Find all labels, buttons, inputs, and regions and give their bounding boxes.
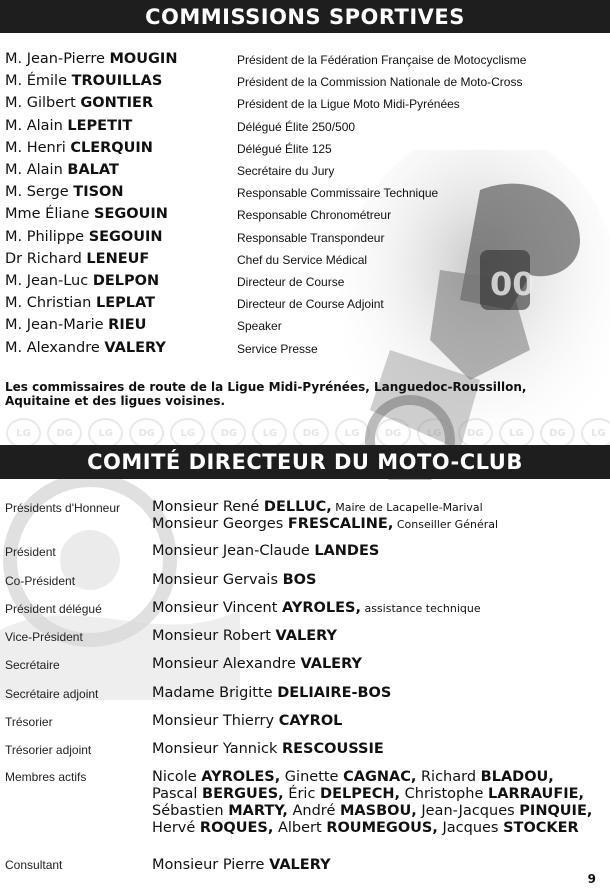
commission-role: Responsable Transpondeur [237,230,385,245]
logo-mark: LG [170,418,205,448]
name-prefix: Monsieur Jean-Claude [152,543,315,559]
name-prefix: Monsieur Thierry [152,713,279,729]
surname: TROUILLAS [71,73,163,90]
surname: LEPLAT [96,295,155,312]
name-prefix: M. Serge [5,184,74,201]
surname: MASBOU, [339,803,417,819]
name-prefix: André [287,803,340,819]
comite-role-label: Vice-Président [5,630,83,644]
comite-role-label: Secrétaire [5,658,60,672]
surname: CAGNAC, [343,769,417,785]
surname: BLADOU, [480,769,554,785]
commission-name [5,140,153,156]
commission-name [5,273,159,289]
commission-row [0,273,610,295]
logo-mark: DG [540,418,575,448]
surname: LEPETIT [67,117,133,134]
commission-row [0,118,610,140]
surname: DELIAIRE-BOS [277,685,392,701]
surname: SEGOUIN [94,206,168,223]
name-prefix: M. Jean-Luc [5,273,93,289]
comite-member [152,628,337,645]
logo-mark: DG [211,418,246,448]
name-prefix: M. Jean-Pierre [5,51,110,67]
comite-member [152,499,498,533]
surname: BALAT [67,162,119,178]
name-prefix: Sébastien [152,803,229,819]
member-note: Maire de Lacapelle-Marival [331,501,483,514]
name-prefix: M. Christian [5,295,96,312]
name-prefix: M. Alain [5,162,68,178]
name-prefix: Jean-Jacques [416,803,520,819]
commission-row [0,251,610,273]
surname: AYROLES, [282,600,361,616]
commission-role: Responsable Commissaire Technique [237,186,439,201]
commission-row [0,73,610,95]
surname: SEGOUIN [88,228,163,245]
surname: AYROLES, [201,769,281,785]
commission-role: Service Presse [237,341,318,356]
name-prefix: Monsieur Pierre [152,857,270,873]
name-prefix: M. Philippe [5,228,89,245]
logo-mark: LG [6,418,41,448]
commission-role: Secrétaire du Jury [237,164,335,178]
surname: VALERY [300,656,362,672]
commission-row [0,184,610,206]
commissions-title: COMMISSIONS SPORTIVES [145,4,465,29]
name-prefix: Monsieur René [152,499,264,515]
name-prefix: Hervé [152,820,200,836]
commission-row [0,229,610,251]
commissions-banner [0,0,610,33]
logo-mark: LG [417,418,452,448]
surname: VALERY [275,628,337,644]
member-line [152,769,592,786]
commission-role: Président de la Fédération Française de Motocyclisme [237,53,527,67]
commission-role: Responsable Chronométreur [237,208,392,223]
name-prefix: Monsieur Alexandre [152,656,301,672]
commission-role: Délégué Élite 125 [237,141,332,156]
name-prefix: Monsieur Gervais [152,572,283,588]
logo-mark: LG [335,418,370,448]
commission-name [5,206,168,222]
page-number: 9 [587,872,596,886]
commission-row [0,317,610,339]
member-line [152,786,592,803]
surname: DELPECH, [320,786,401,802]
commission-row [0,51,610,73]
member-line [152,820,592,837]
surname: CLERQUIN [70,139,153,156]
surname: RIEU [108,317,147,334]
commission-role: Chef du Service Médical [237,252,368,267]
name-prefix: M. Émile [5,73,72,90]
commission-name [5,51,177,67]
comite-member [152,600,481,617]
comite-role-label: Présidents d'Honneur [5,501,121,515]
member-line [152,600,481,617]
commission-name [5,73,162,89]
surname: MOUGIN [109,51,178,67]
comite-member [152,741,384,758]
surname: LANDES [314,543,380,559]
commission-row [0,95,610,117]
commission-role: Président de la Ligue Moto Midi-Pyrénées [237,97,460,112]
member-line [152,685,391,702]
name-prefix: Jacques [437,820,504,836]
name-prefix: Albert [273,820,327,836]
comite-member [152,656,362,673]
comite-role-label: Trésorier [5,715,53,729]
name-prefix: M. Gilbert [5,95,81,112]
name-prefix: Monsieur Georges [152,516,288,532]
name-prefix: Christophe [400,786,488,802]
commission-name [5,184,124,200]
logo-mark: DG [376,418,411,448]
watermark-logos [0,418,610,446]
comite-member [152,685,391,702]
logo-mark: LG [499,418,534,448]
surname: CAYROL [278,713,343,729]
comite-role-label: Secrétaire adjoint [5,687,99,701]
commission-row [0,206,610,228]
commission-name [5,118,132,134]
surname: TISON [73,184,124,201]
commission-name [5,295,155,311]
svg-text:00: 00 [490,265,535,303]
logo-mark: LG [581,418,610,448]
member-line [152,543,379,560]
comite-role-label: Consultant [5,858,63,872]
commission-name [5,251,149,267]
comite-member [152,713,342,730]
logo-mark: DG [458,418,493,448]
name-prefix: Richard [416,769,481,785]
name-prefix: Madame Brigitte [152,685,278,701]
logo-mark: DG [47,418,82,448]
surname: GONTIER [80,95,154,112]
name-prefix: M. Alain [5,117,68,134]
comite-title: COMITÉ DIRECTEUR DU MOTO-CLUB [87,450,523,474]
commission-name [5,317,146,333]
commission-role: Speaker [237,319,282,334]
surname: STOCKER [503,820,579,836]
member-line [152,499,498,516]
surname: VALERY [269,857,331,873]
logo-mark: LG [88,418,123,448]
member-line [152,628,337,645]
logo-mark: DG [293,418,328,448]
surname: PINQUIE, [519,803,593,819]
logo-mark: DG [129,418,164,448]
surname: RESCOUSSIE [281,741,384,757]
commission-name [5,162,119,178]
surname: MARTY, [228,803,288,819]
commission-role: Président de la Commission Nationale de Moto-Cross [237,75,523,90]
comite-role-label: Président [5,545,56,559]
comite-role-label: Membres actifs [5,770,87,784]
member-line [152,572,316,589]
commission-role: Délégué Élite 250/500 [237,119,356,134]
comite-member [152,543,379,560]
surname: BERGUES, [202,786,284,802]
membres-actifs-list [152,769,592,837]
name-prefix: Nicole [152,769,202,785]
name-prefix: Pascal [152,786,203,802]
commission-name [5,229,163,245]
name-prefix: Mme Éliane [5,206,94,223]
member-line [152,656,362,673]
comite-member [152,572,316,589]
name-prefix: Monsieur Robert [152,628,276,644]
name-prefix: Monsieur Vincent [152,600,283,616]
name-prefix: M. Henri [5,139,71,156]
commission-role: Directeur de Course [237,275,345,289]
logo-mark: LG [252,418,287,448]
surname: DELLUC, [263,499,332,515]
commission-row [0,340,610,362]
surname: BOS [282,572,317,588]
name-prefix: M. Alexandre [5,339,105,356]
member-note: assistance technique [360,602,481,615]
surname: DELPON [92,273,160,289]
member-note: Conseiller Général [393,518,499,531]
comite-member [152,857,331,874]
surname: LARRAUFIE, [487,786,585,802]
surname: VALERY [104,339,166,356]
commission-row [0,140,610,162]
name-prefix: Dr Richard [5,250,87,267]
surname: ROUMEGOUS, [326,820,438,836]
comite-banner [0,445,610,479]
commission-row [0,295,610,317]
member-line [152,713,342,730]
comite-role-label: Trésorier adjoint [5,743,92,757]
surname: FRESCALINE, [287,516,394,532]
commissions-note: Les commissaires de route de la Ligue Midi-Pyrénées, Languedoc-Roussillon, Aquitaine et des ligues voisines. [5,380,527,408]
comite-role-label: Co-Président [5,574,76,588]
commission-row [0,162,610,184]
commission-name [5,95,153,111]
name-prefix: Monsieur Yannick [152,741,282,757]
surname: ROQUES, [199,820,274,836]
commission-name [5,340,166,356]
member-line [152,516,498,533]
surname: LENEUF [86,250,150,267]
member-line [152,741,384,758]
member-line [152,803,592,820]
name-prefix: M. Jean-Marie [5,317,109,334]
comite-role-label: Président délégué [5,602,102,616]
name-prefix: Ginette [280,769,344,785]
name-prefix: Éric [283,786,321,802]
commission-role: Directeur de Course Adjoint [237,297,384,312]
